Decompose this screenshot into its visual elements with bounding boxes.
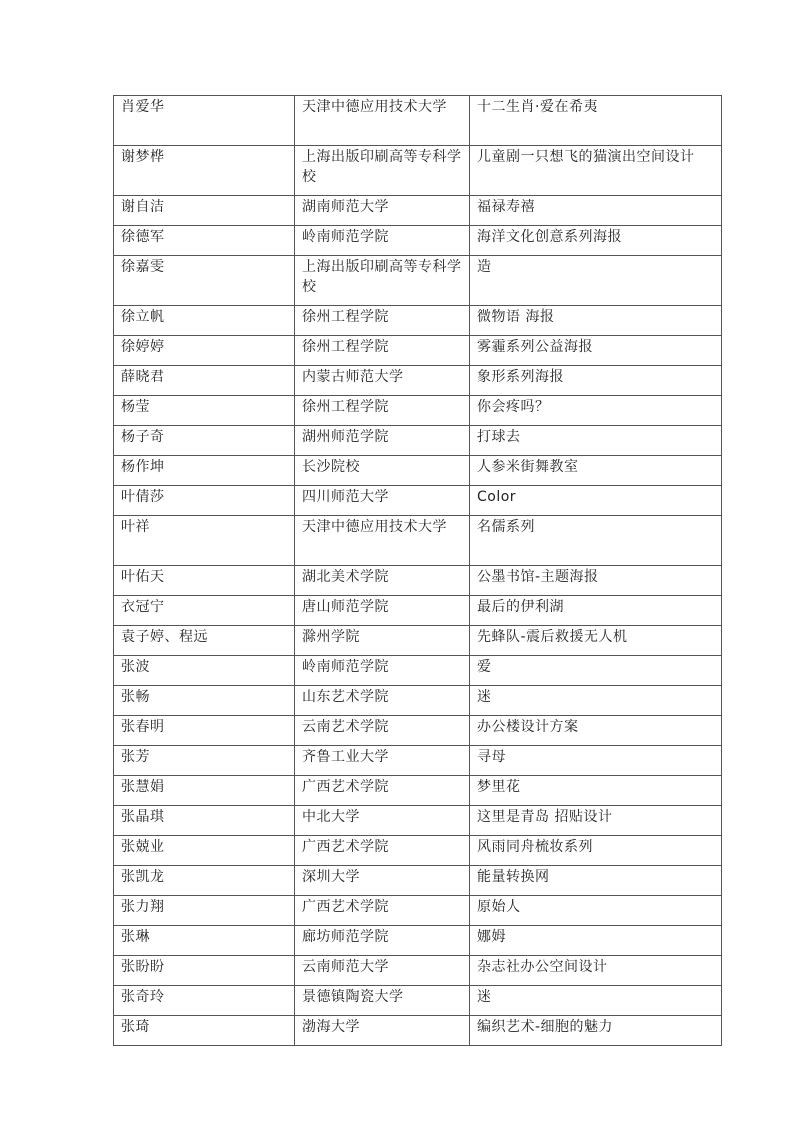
cell-name: 张兢业 xyxy=(114,836,295,866)
cell-work-title: 爱 xyxy=(470,656,722,686)
cell-work-title: 娜姆 xyxy=(470,926,722,956)
cell-name: 杨莹 xyxy=(114,396,295,426)
cell-school: 云南艺术学院 xyxy=(295,716,470,746)
cell-name: 张芳 xyxy=(114,746,295,776)
table-row xyxy=(114,1016,722,1046)
table-row xyxy=(114,96,722,146)
cell-work-title: 打球去 xyxy=(470,426,722,456)
cell-school: 湖州师范学院 xyxy=(295,426,470,456)
cell-school: 岭南师范学院 xyxy=(295,226,470,256)
cell-work-title: 你会疼吗？ xyxy=(470,396,722,426)
cell-school: 中北大学 xyxy=(295,806,470,836)
cell-name: 徐立帆 xyxy=(114,306,295,336)
cell-work-title: 先蜂队-震后救援无人机 xyxy=(470,626,722,656)
roster-table xyxy=(113,95,722,1046)
table-row xyxy=(114,866,722,896)
table-row xyxy=(114,986,722,1016)
cell-name: 张波 xyxy=(114,656,295,686)
cell-school: 广西艺术学院 xyxy=(295,776,470,806)
cell-name: 杨子奇 xyxy=(114,426,295,456)
cell-name: 衣冠宁 xyxy=(114,596,295,626)
cell-school: 长沙院校 xyxy=(295,456,470,486)
cell-name: 谢梦桦 xyxy=(114,146,295,196)
table-row xyxy=(114,956,722,986)
cell-name: 张琳 xyxy=(114,926,295,956)
cell-work-title: 这里是青岛 招贴设计 xyxy=(470,806,722,836)
cell-school: 湖北美术学院 xyxy=(295,566,470,596)
table-row xyxy=(114,716,722,746)
cell-name: 张盼盼 xyxy=(114,956,295,986)
cell-work-title: 雾霾系列公益海报 xyxy=(470,336,722,366)
cell-school: 广西艺术学院 xyxy=(295,896,470,926)
table-row xyxy=(114,596,722,626)
table-row xyxy=(114,626,722,656)
cell-name: 张慧娟 xyxy=(114,776,295,806)
cell-school: 内蒙古师范大学 xyxy=(295,366,470,396)
cell-school: 徐州工程学院 xyxy=(295,306,470,336)
cell-name: 张琦 xyxy=(114,1016,295,1046)
table-row xyxy=(114,836,722,866)
table-row xyxy=(114,746,722,776)
table-row xyxy=(114,396,722,426)
cell-name: 肖爱华 xyxy=(114,96,295,146)
cell-school: 徐州工程学院 xyxy=(295,396,470,426)
table-row xyxy=(114,256,722,306)
cell-name: 杨作坤 xyxy=(114,456,295,486)
cell-name: 张春明 xyxy=(114,716,295,746)
cell-name: 薛晓君 xyxy=(114,366,295,396)
cell-school: 山东艺术学院 xyxy=(295,686,470,716)
cell-name: 张凯龙 xyxy=(114,866,295,896)
cell-school: 滁州学院 xyxy=(295,626,470,656)
cell-work-title: 名儒系列 xyxy=(470,516,722,566)
cell-school: 广西艺术学院 xyxy=(295,836,470,866)
table-row xyxy=(114,686,722,716)
roster-table-body xyxy=(114,96,722,1046)
cell-work-title: 办公楼设计方案 xyxy=(470,716,722,746)
table-row xyxy=(114,226,722,256)
cell-work-title: 迷 xyxy=(470,986,722,1016)
table-row xyxy=(114,516,722,566)
cell-name: 徐嘉雯 xyxy=(114,256,295,306)
cell-school: 云南师范大学 xyxy=(295,956,470,986)
cell-school: 上海出版印刷高等专科学校 xyxy=(295,256,470,306)
cell-name: 徐婷婷 xyxy=(114,336,295,366)
cell-name: 袁子婷、程远 xyxy=(114,626,295,656)
cell-school: 天津中德应用技术大学 xyxy=(295,516,470,566)
cell-school: 徐州工程学院 xyxy=(295,336,470,366)
table-row xyxy=(114,366,722,396)
cell-school: 唐山师范学院 xyxy=(295,596,470,626)
cell-school: 渤海大学 xyxy=(295,1016,470,1046)
table-row xyxy=(114,146,722,196)
cell-name: 张畅 xyxy=(114,686,295,716)
table-row xyxy=(114,656,722,686)
cell-work-title: 迷 xyxy=(470,686,722,716)
cell-school: 景德镇陶瓷大学 xyxy=(295,986,470,1016)
cell-name: 张力翔 xyxy=(114,896,295,926)
cell-work-title: 风雨同舟梳妆系列 xyxy=(470,836,722,866)
table-row xyxy=(114,196,722,226)
cell-school: 四川师范大学 xyxy=(295,486,470,516)
cell-work-title: 编织艺术-细胞的魅力 xyxy=(470,1016,722,1046)
table-row xyxy=(114,336,722,366)
document-page xyxy=(113,95,695,1046)
cell-work-title: 人参米街舞教室 xyxy=(470,456,722,486)
cell-name: 叶佑天 xyxy=(114,566,295,596)
cell-work-title: 造 xyxy=(470,256,722,306)
cell-name: 张奇玲 xyxy=(114,986,295,1016)
cell-work-title: 梦里花 xyxy=(470,776,722,806)
table-row xyxy=(114,486,722,516)
cell-work-title: Color xyxy=(470,486,722,516)
cell-work-title: 儿童剧一只想飞的猫演出空间设计 xyxy=(470,146,722,196)
cell-work-title: 能量转换网 xyxy=(470,866,722,896)
cell-work-title: 海洋文化创意系列海报 xyxy=(470,226,722,256)
cell-work-title: 最后的伊利湖 xyxy=(470,596,722,626)
cell-work-title: 微物语 海报 xyxy=(470,306,722,336)
table-row xyxy=(114,566,722,596)
cell-school: 岭南师范学院 xyxy=(295,656,470,686)
cell-school: 天津中德应用技术大学 xyxy=(295,96,470,146)
table-row xyxy=(114,806,722,836)
cell-work-title: 十二生肖·爱在希夷 xyxy=(470,96,722,146)
cell-name: 叶祥 xyxy=(114,516,295,566)
table-row xyxy=(114,456,722,486)
cell-work-title: 杂志社办公空间设计 xyxy=(470,956,722,986)
table-row xyxy=(114,926,722,956)
cell-school: 深圳大学 xyxy=(295,866,470,896)
table-row xyxy=(114,896,722,926)
cell-name: 叶倩莎 xyxy=(114,486,295,516)
cell-work-title: 公墨书馆-主题海报 xyxy=(470,566,722,596)
cell-work-title: 福禄寿禧 xyxy=(470,196,722,226)
cell-name: 张晶琪 xyxy=(114,806,295,836)
cell-school: 上海出版印刷高等专科学校 xyxy=(295,146,470,196)
cell-school: 廊坊师范学院 xyxy=(295,926,470,956)
table-row xyxy=(114,426,722,456)
table-row xyxy=(114,776,722,806)
cell-name: 徐德军 xyxy=(114,226,295,256)
cell-work-title: 象形系列海报 xyxy=(470,366,722,396)
cell-name: 谢自洁 xyxy=(114,196,295,226)
cell-school: 齐鲁工业大学 xyxy=(295,746,470,776)
cell-work-title: 原始人 xyxy=(470,896,722,926)
cell-school: 湖南师范大学 xyxy=(295,196,470,226)
cell-work-title: 寻母 xyxy=(470,746,722,776)
table-row xyxy=(114,306,722,336)
